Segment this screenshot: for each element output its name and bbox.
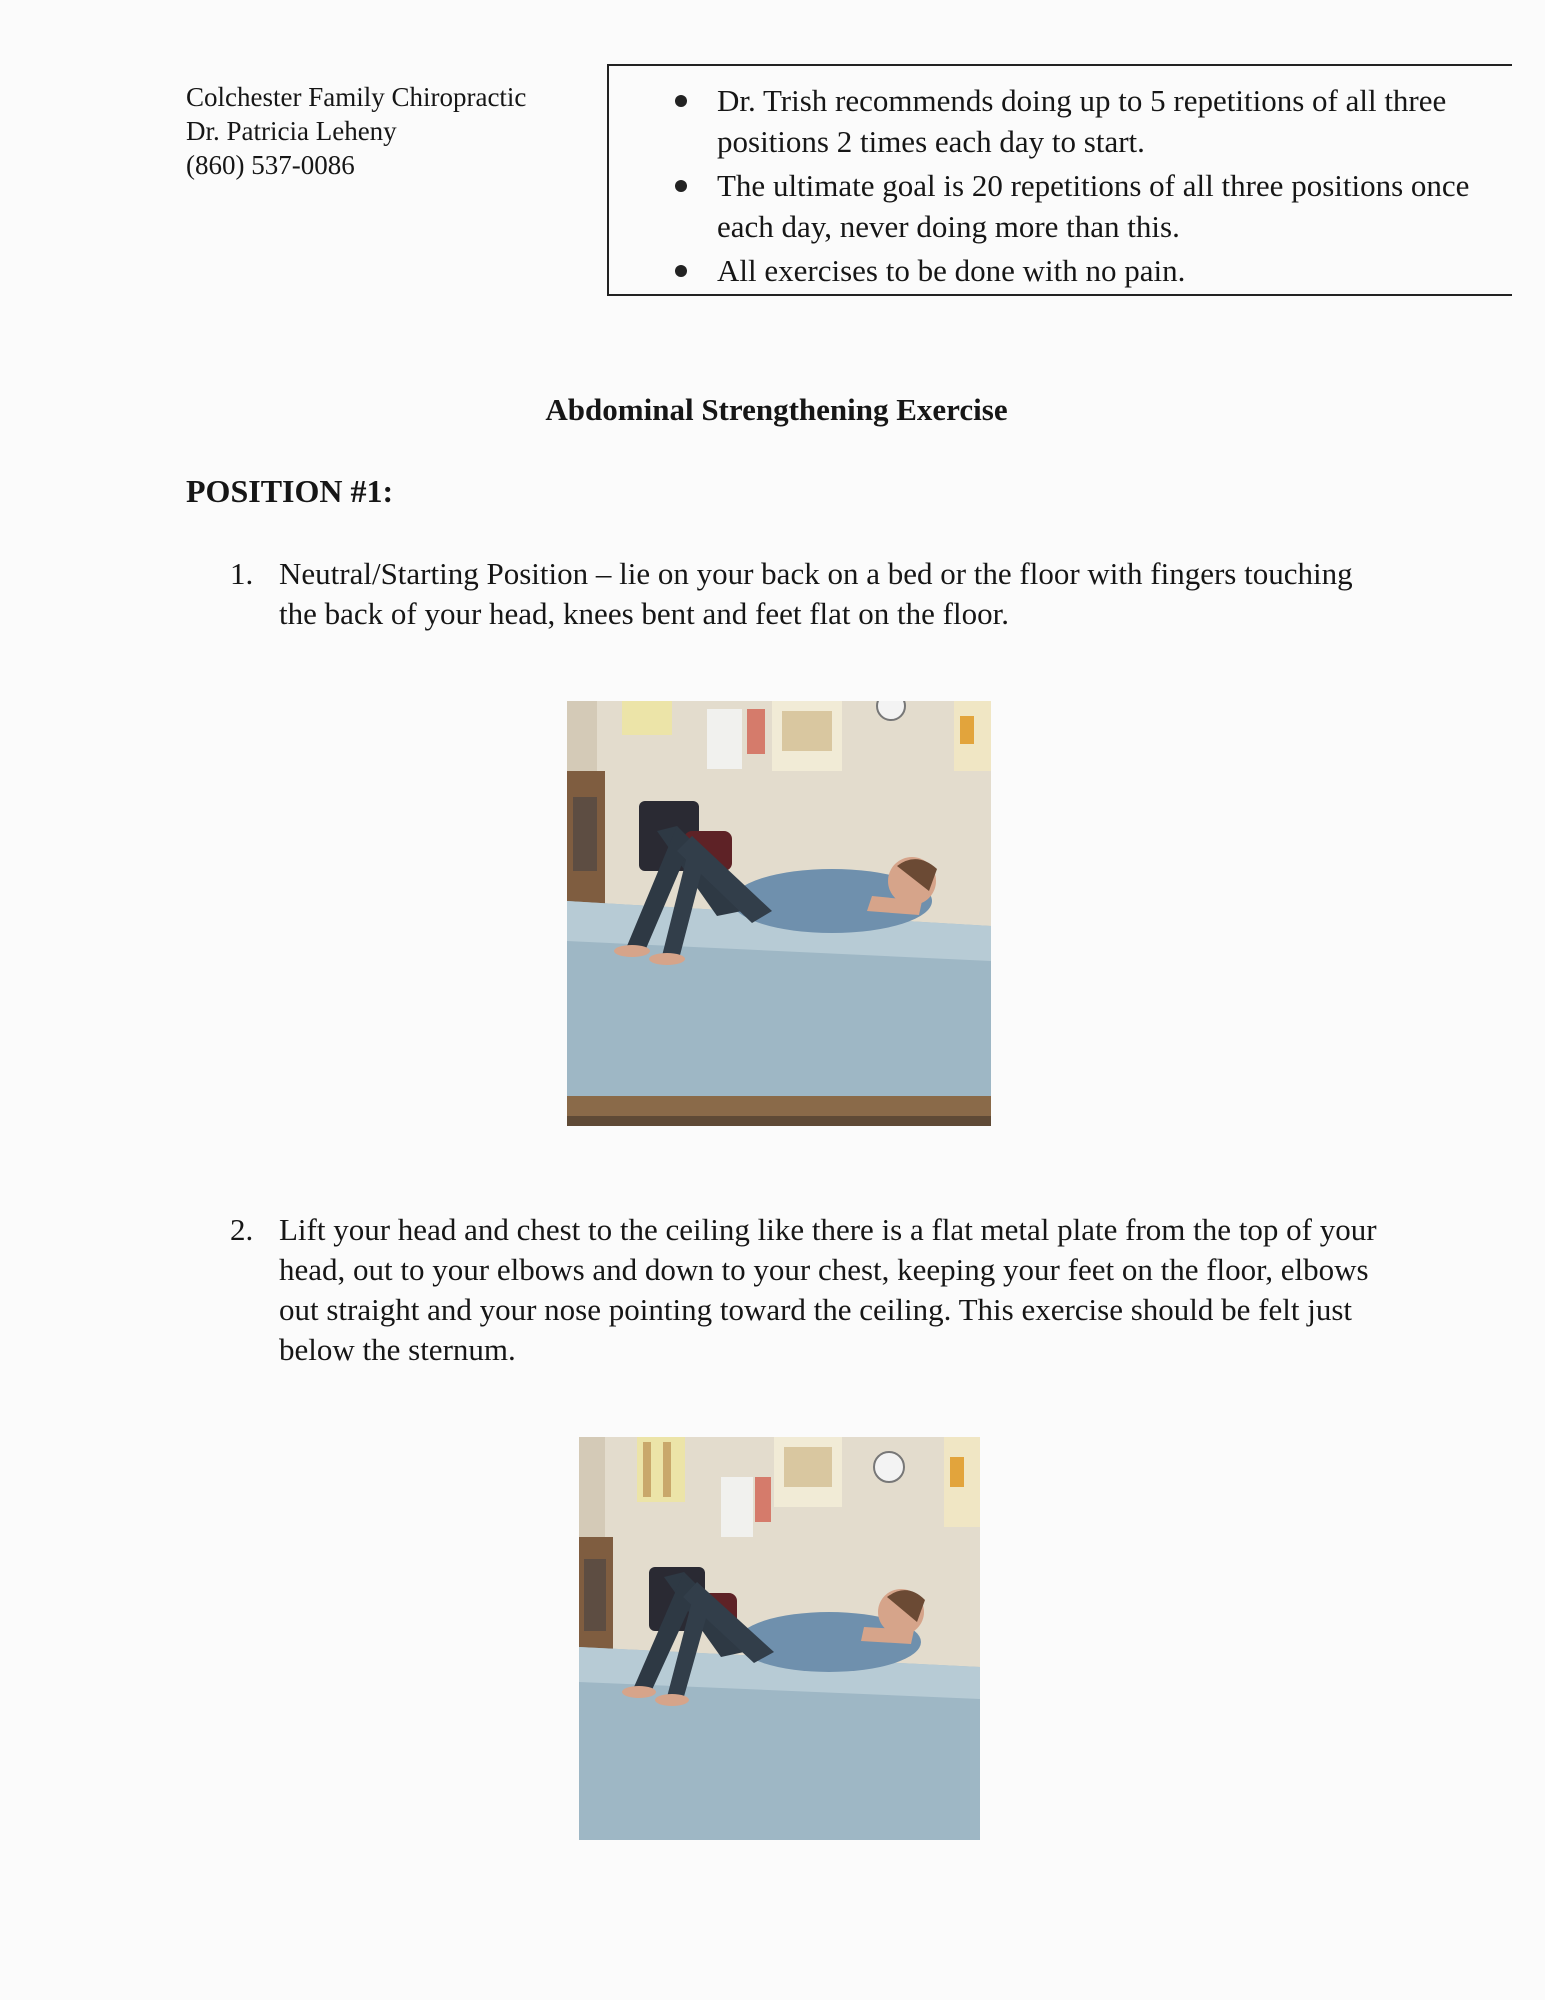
recommendation-item: Dr. Trish recommends doing up to 5 repetitions of all three positions 2 times each day to start. — [609, 80, 1512, 162]
step-text: Neutral/Starting Position – lie on your back on a bed or the floor with fingers touching the back of your head, knees bent and feet flat on the floor. — [279, 556, 1353, 631]
page-title: Abdominal Strengthening Exercise — [545, 392, 1008, 427]
step-text: Lift your head and chest to the ceiling like there is a flat metal plate from the top of your head, out to your elbows and down to your chest, keeping your feet on the floor, elbows out straight and your nose pointing toward the ceiling. This exercise should be felt just below the sternum. — [279, 1212, 1377, 1367]
instruction-step — [230, 554, 1360, 634]
practice-name: Colchester Family Chiropractic — [186, 82, 527, 112]
practice-info — [186, 80, 526, 182]
step-number: 2. — [230, 1212, 254, 1247]
instruction-step — [230, 1210, 1380, 1370]
exercise-photo-starting-position — [567, 701, 991, 1126]
bullet-icon — [675, 180, 687, 192]
recommendation-item: All exercises to be done with no pain. — [609, 250, 1512, 291]
photo-scene — [567, 701, 991, 1126]
recommendation-item: The ultimate goal is 20 repetitions of all three positions once each day, never doing more than this. — [609, 165, 1512, 247]
bullet-icon — [675, 95, 687, 107]
step-number: 1. — [230, 556, 254, 591]
exercise-photo-head-lift — [579, 1437, 980, 1840]
photo-scene — [579, 1437, 980, 1840]
recommendations-list — [609, 66, 1512, 291]
doctor-name: Dr. Patricia Leheny — [186, 116, 397, 146]
bullet-icon — [675, 265, 687, 277]
phone-number: (860) 537-0086 — [186, 150, 355, 180]
recommendations-box — [607, 64, 1512, 296]
position-heading: POSITION #1: — [186, 473, 394, 509]
